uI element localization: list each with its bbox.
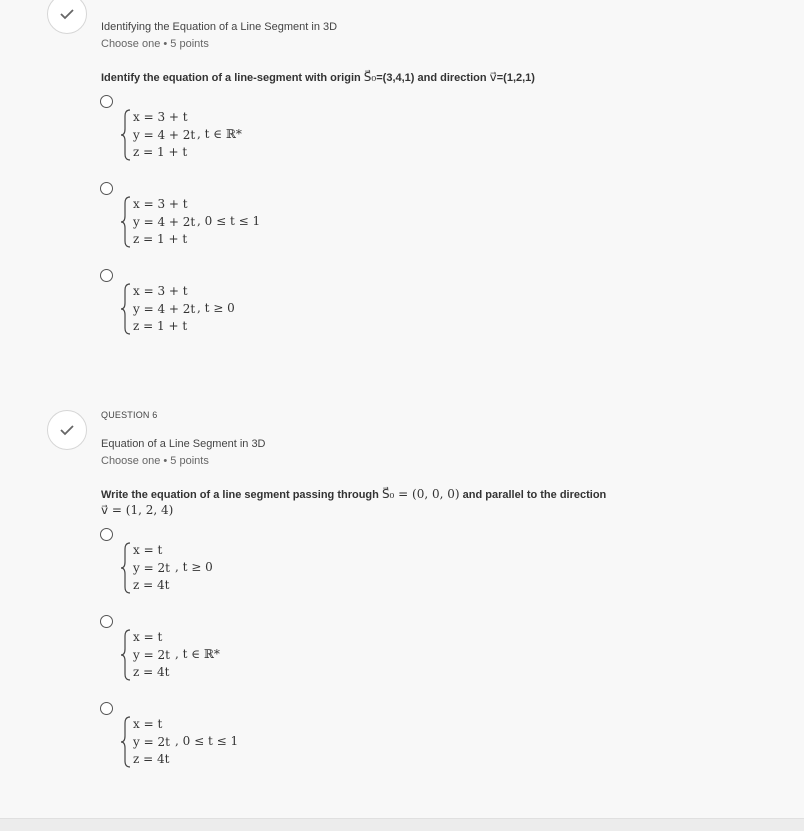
question-6-prompt: Write the equation of a line segment passing through S⃗₀ = (0, 0, 0) and parallel to the direction [101,487,607,501]
equation-x: x = t [133,543,163,557]
equation-y: y = 4 + 2t [133,214,196,229]
left-brace-icon [121,196,131,248]
page-footer-bar [0,818,804,831]
equation-y: y = 2t [133,647,170,662]
question-5-option-c-radio[interactable] [100,269,113,282]
origin-symbol: S⃗₀ [363,70,377,84]
equation-y: y = 2t [133,734,170,749]
question-6-option-c-radio[interactable] [100,702,113,715]
question-6-prompt-line-2 [101,503,173,517]
left-brace-icon [121,542,131,594]
parameter-domain: , 0 ≤ t ≤ 1 [197,214,261,228]
left-brace-icon [121,716,131,768]
question-5-option-a-radio[interactable] [100,95,113,108]
left-brace-icon [121,109,131,161]
parameter-domain: , 0 ≤ t ≤ 1 [175,734,239,748]
question-5-option-b-radio[interactable] [100,182,113,195]
equation-z: z = 4t [133,665,170,679]
question-6-number: QUESTION 6 [101,410,158,420]
equation-z: z = 1 + t [133,319,188,333]
question-5-prompt: Identify the equation of a line-segment with origin S⃗₀=(3,4,1) and direction v⃗=(1,2,1) [101,70,535,84]
left-brace-icon [121,283,131,335]
question-6-meta: Choose one • 5 points [101,455,209,467]
equation-x: x = t [133,717,163,731]
checkmark-icon [59,8,75,20]
question-6-option-a-radio[interactable] [100,528,113,541]
direction-expression: v⃗ = (1, 2, 4) [101,503,174,517]
origin-expression: S⃗₀ = (0, 0, 0) [381,487,460,501]
parameter-domain: , t ∈ ℝ* [175,647,220,661]
question-5-complete-indicator [47,0,87,34]
question-5-title: Identifying the Equation of a Line Segment in 3D [101,21,338,33]
question-6-title: Equation of a Line Segment in 3D [101,438,266,450]
equation-z: z = 1 + t [133,145,188,159]
equation-y: y = 4 + 2t [133,301,196,316]
parameter-domain: , t ≥ 0 [197,301,235,315]
equation-z: z = 1 + t [133,232,188,246]
equation-y: y = 2t [133,560,170,575]
equation-x: x = 3 + t [133,284,188,298]
equation-y: y = 4 + 2t [133,127,196,142]
equation-x: x = 3 + t [133,197,188,211]
left-brace-icon [121,629,131,681]
equation-x: x = 3 + t [133,110,188,124]
parameter-domain: , t ≥ 0 [175,560,213,574]
checkmark-icon [59,424,75,436]
parameter-domain: , t ∈ ℝ* [197,127,242,141]
equation-z: z = 4t [133,578,170,592]
question-5-meta: Choose one • 5 points [101,38,209,50]
question-6-option-b-radio[interactable] [100,615,113,628]
direction-symbol: v⃗ [489,70,497,84]
equation-x: x = t [133,630,163,644]
question-6-complete-indicator [47,410,87,450]
equation-z: z = 4t [133,752,170,766]
